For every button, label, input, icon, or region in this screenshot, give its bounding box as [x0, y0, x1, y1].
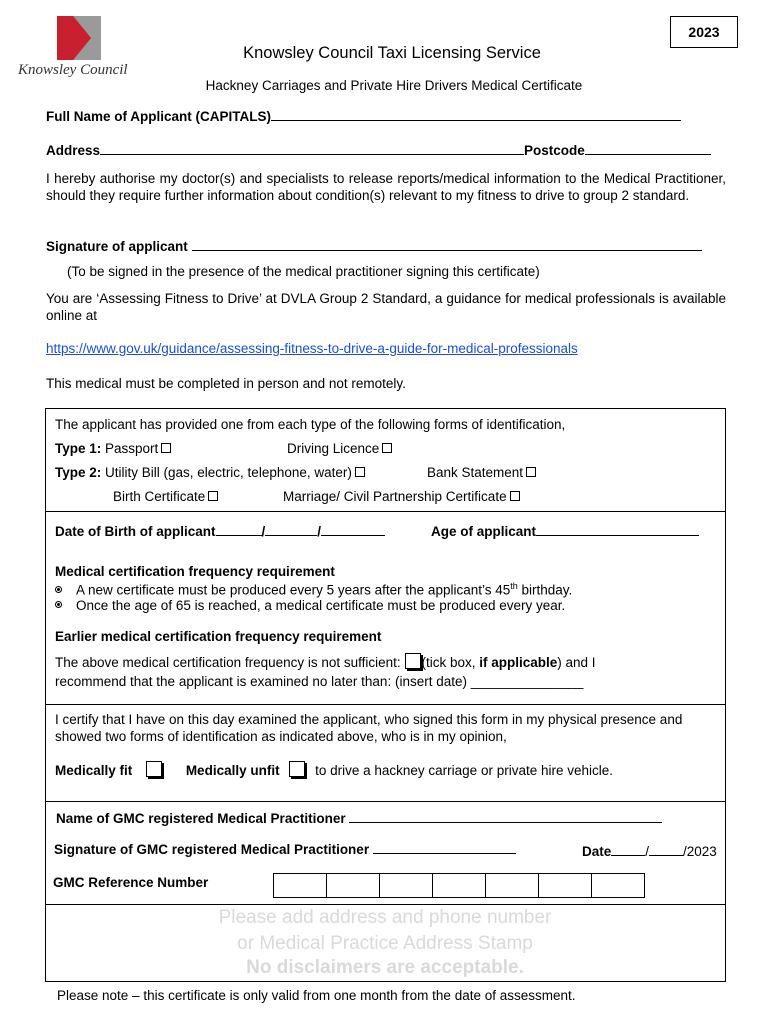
stamp-line-2: or Medical Practice Address Stamp: [237, 933, 533, 954]
year-badge: 2023: [670, 16, 738, 48]
date-day-field[interactable]: [611, 843, 645, 856]
practitioner-name-row: [56, 810, 662, 826]
earlier-text-b: (tick box,: [421, 655, 480, 670]
practitioner-signature-row: [54, 841, 516, 857]
bullet-1-tail: birthday.: [517, 582, 573, 598]
guidance-link[interactable]: https://www.gov.uk/guidance/assessing-fitness-to-drive-a-guide-for-medical-professionals: [46, 341, 578, 356]
guidance-paragraph: You are ‘Assessing Fitness to Drive’ at DVLA Group 2 Standard, a guidance for medical professionals is available online at: [46, 291, 726, 323]
medically-fit-checkbox[interactable]: [146, 761, 162, 777]
applicant-signature-field[interactable]: [192, 238, 702, 251]
gmc-digit-cell[interactable]: [432, 873, 486, 898]
fitness-tail: to drive a hackney carriage or private hire vehicle.: [315, 763, 614, 778]
postcode-label: Postcode: [524, 143, 585, 158]
practitioner-date-row: Date / /2023: [582, 844, 717, 859]
dob-frequency-section: [45, 511, 726, 705]
postcode-field[interactable]: [585, 142, 711, 155]
earlier-text-2: recommend that the applicant is examined no later than: (insert date) _______________: [55, 674, 584, 689]
bullet-icon: [55, 601, 62, 608]
dob-day-field[interactable]: [216, 523, 262, 536]
earlier-paragraph: [55, 653, 720, 691]
dob-slash-1: /: [261, 524, 266, 539]
gmc-digit-cell[interactable]: [273, 873, 327, 898]
logo-wordmark: Knowsley Council: [18, 62, 128, 78]
bullet-icon: [55, 586, 62, 593]
type1-row: [55, 441, 171, 456]
full-name-label: Full Name of Applicant (CAPITALS): [46, 109, 271, 124]
earlier-text-a: The above medical certification frequency is not sufficient:: [55, 655, 401, 670]
earlier-checkbox[interactable]: [405, 653, 421, 669]
passport-checkbox[interactable]: [161, 443, 171, 453]
bullet-1-text: A new certificate must be produced every 5 years after the applicant’s 45: [76, 582, 511, 598]
address-row: [46, 142, 711, 158]
gmc-digit-cell[interactable]: [326, 873, 380, 898]
earlier-heading: Earlier medical certification frequency requirement: [55, 629, 382, 644]
identification-section: [45, 408, 726, 512]
certify-section: [45, 704, 726, 802]
dob-label: Date of Birth of applicant: [55, 524, 216, 539]
gmc-digit-cell[interactable]: [485, 873, 539, 898]
practitioner-signature-field[interactable]: [373, 841, 516, 854]
gmc-digit-cell[interactable]: [591, 873, 645, 898]
bullet-1-sup: th: [510, 581, 518, 591]
age-label: Age of applicant: [431, 524, 537, 539]
date-month-field[interactable]: [649, 843, 683, 856]
bank-statement-row: [427, 465, 536, 480]
bank-statement-label: Bank Statement: [427, 465, 524, 480]
guidance-link-row: [46, 341, 578, 356]
validity-note: Please note – this certificate is only valid from one month from the date of assessment.: [57, 988, 576, 1003]
full-name-row: [46, 108, 681, 124]
type1-label: Type 1:: [55, 441, 102, 456]
address-label: Address: [46, 143, 101, 158]
passport-label: Passport: [105, 441, 159, 456]
medically-unfit-checkbox[interactable]: [289, 761, 305, 777]
gmc-digit-cell[interactable]: [379, 873, 433, 898]
date-label: Date: [582, 844, 612, 859]
in-person-note: This medical must be completed in person and not remotely.: [46, 376, 406, 391]
utility-bill-label: Utility Bill (gas, electric, telephone, water): [105, 465, 352, 480]
address-field[interactable]: [100, 142, 524, 155]
applicant-signature-row: [46, 238, 702, 254]
birth-certificate-checkbox[interactable]: [208, 491, 218, 501]
age-row: [431, 523, 699, 539]
stamp-line-1: Please add address and phone number: [218, 907, 552, 928]
frequency-heading: Medical certification frequency requirement: [55, 564, 335, 579]
gmc-digit-cell[interactable]: [538, 873, 592, 898]
dob-month-field[interactable]: [265, 523, 317, 536]
medically-fit-label: Medically fit: [55, 763, 133, 778]
form-subtitle: Hackney Carriages and Private Hire Drivers Medical Certificate: [205, 78, 583, 93]
bullet-2-text: Once the age of 65 is reached, a medical certificate must be produced every year.: [76, 598, 566, 613]
type2-row: [55, 465, 365, 480]
bank-statement-checkbox[interactable]: [526, 467, 536, 477]
driving-licence-checkbox[interactable]: [382, 443, 392, 453]
id-intro: The applicant has provided one from each type of the following forms of identification,: [55, 417, 566, 432]
dob-row: [55, 523, 385, 539]
practitioner-signature-label: Signature of GMC registered Medical Practitioner: [54, 842, 370, 857]
practitioner-name-field[interactable]: [349, 810, 662, 823]
driving-licence-label: Driving Licence: [287, 441, 380, 456]
authorise-paragraph: I hereby authorise my doctor(s) and specialists to release reports/medical information to the Medical Practitioner, should they require further information about condition(s) relevant to my fitness to drive to group 2 standard.: [46, 171, 726, 203]
marriage-certificate-label: Marriage/ Civil Partnership Certificate: [283, 489, 507, 504]
practitioner-name-label: Name of GMC registered Medical Practitioner: [56, 811, 346, 826]
marriage-certificate-checkbox[interactable]: [510, 491, 520, 501]
applicant-signature-label: Signature of applicant: [46, 239, 188, 254]
marriage-certificate-row: [283, 489, 520, 504]
type2-label: Type 2:: [55, 465, 102, 480]
gmc-reference-grid: [273, 873, 644, 898]
practitioner-section: [45, 801, 726, 905]
utility-bill-checkbox[interactable]: [355, 467, 365, 477]
dob-slash-2: /: [317, 524, 322, 539]
birth-certificate-row: [113, 489, 218, 504]
full-name-field[interactable]: [271, 108, 681, 121]
date-year: /2023: [683, 844, 717, 859]
frequency-bullet-1: [55, 581, 572, 598]
fitness-row: [55, 761, 613, 778]
signature-note: (To be signed in the presence of the medical practitioner signing this certificate): [67, 264, 540, 279]
frequency-bullet-2: [55, 598, 565, 613]
driving-licence-row: [287, 441, 392, 456]
service-title: Knowsley Council Taxi Licensing Service: [243, 44, 541, 62]
certify-text: I certify that I have on this day examined the applicant, who signed this form in my physical presence and showed two forms of identification as indicated above, who is in my opinion,: [55, 712, 683, 744]
age-field[interactable]: [536, 523, 699, 536]
earlier-text-c: ) and I: [557, 655, 596, 670]
medically-unfit-label: Medically unfit: [185, 763, 280, 778]
stamp-line-3: No disclaimers are acceptable.: [246, 957, 524, 978]
dob-year-field[interactable]: [321, 523, 385, 536]
birth-certificate-label: Birth Certificate: [113, 489, 206, 504]
earlier-text-bold: if applicable: [479, 655, 558, 670]
gmc-label: GMC Reference Number: [53, 875, 209, 890]
